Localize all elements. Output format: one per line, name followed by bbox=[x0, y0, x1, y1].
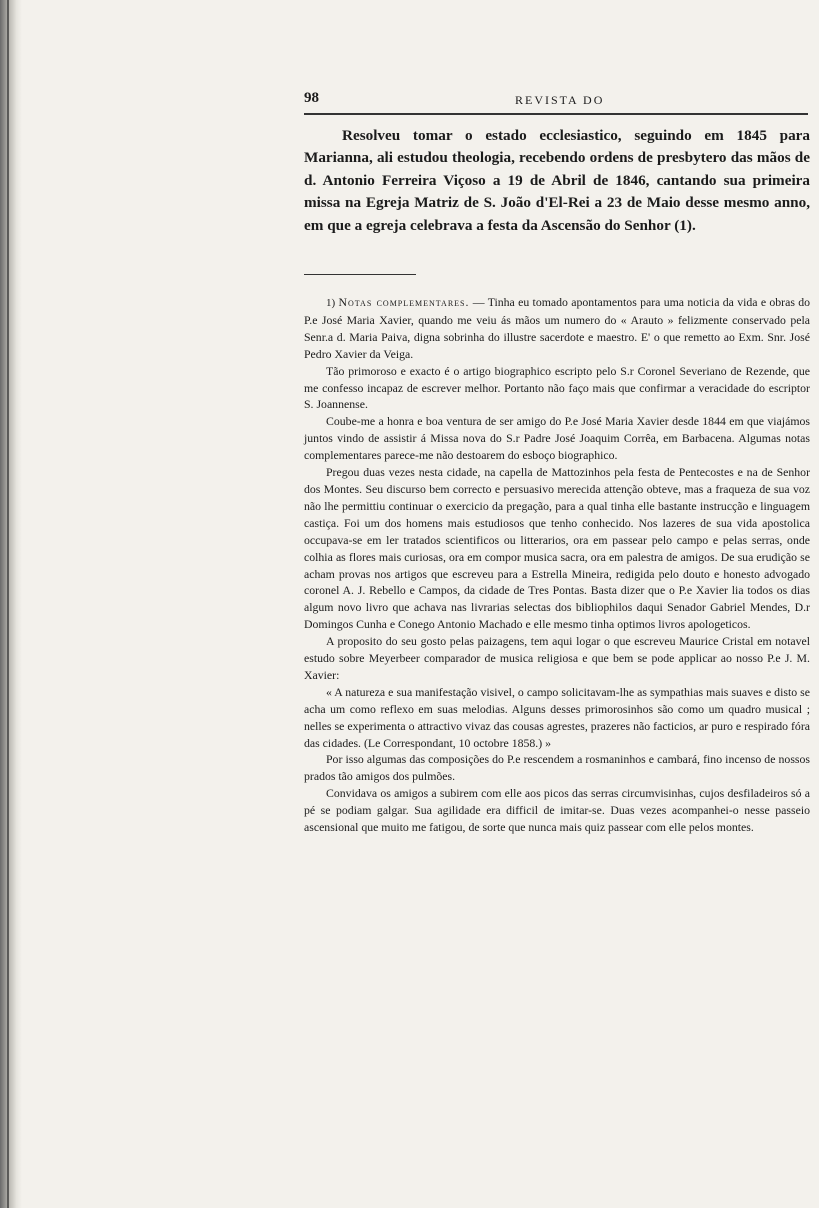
footnote-paragraph: Por isso algumas das composições do P.e rescendem a rosmaninhos e cambará, fino incenso de nossos prados tão amigos dos pulmões. bbox=[304, 752, 810, 784]
footnotes bbox=[304, 294, 810, 836]
footnote-paragraph: Tão primoroso e exacto é o artigo biographico escripto pelo S.r Coronel Severiano de Rezende, que me confesso incapaz de escrever melhor. Portanto não faço mais que confirmar a veracidade do escriptor S. Joannense. bbox=[304, 363, 810, 412]
footnote-paragraph: « A natureza e sua manifestação visivel, o campo solicitavam-lhe as sympathias mais suaves e disto se acha um como reflexo em suas melodias. Alguns desses primorosinhos são como um quadro musical ; nelles se experimenta o attractivo vivaz das cousas agrestes, prazeres não facticios, ar puro e respirado fóra das cidades. (Le Correspondant, 10 octobre 1858.) » bbox=[304, 684, 810, 750]
footnote-heading: Notas complementares. bbox=[338, 295, 470, 309]
main-paragraph: Resolveu tomar o estado ecclesiastico, seguindo em 1845 para Marianna, ali estudou theologia, recebendo ordens de presbytero das mãos de d. Antonio Ferreira Viçoso a 19 de Abril de 1846, cantando sua primeira missa na Egreja Matriz de S. João d'El-Rei a 23 de Maio desse mesmo anno, em que a egreja celebrava a festa da Ascensão do Senhor (1). bbox=[304, 127, 810, 234]
footnote-paragraph: Coube-me a honra e boa ventura de ser amigo do P.e José Maria Xavier desde 1844 em que viajámos juntos vindo de assistir á Missa nova do S.r Padre José Joaquim Corrêa, em Barbacena. Algumas notas complementares parece-me não destoarem do esboço biographico. bbox=[304, 414, 810, 463]
running-head: REVISTA DO bbox=[515, 93, 605, 107]
footnote-paragraph: Pregou duas vezes nesta cidade, na capella de Mattozinhos pela festa de Pentecostes e na de Senhor dos Montes. Seu discurso bem correcto e persuasivo merecida attenção obteve, mas a fraqueza de sua voz não lhe permittiu continuar o exercicio da pregação, para a qual tinha elle bastante instrucção e linguagem castiça. Foi um dos homens mais estudiosos que tenho conhecido. Nos lazeres de sua vida apostolica occupava-se em ler tratados scientificos ou litterarios, ora em passear pelo campo e pelas serras, onde colhia as flores mais curiosas, ora em compor musica sacra, ora em palestra de amigos. De sua erudição se acham provas nos artigos que escreveu para a Estrella Mineira, redigida pelo douto e honesto advogado coronel A. J. Rebello e Campos, da cidade de Tres Pontas. Basta dizer que o P.e Xavier lia todos os dias algum novo livro que achava nas livrarias selectas dos bibliophilos daqui Senador Gabriel Mendes, D.r Domingos Cunha e Conego Antonio Machado e elle mesmo tinha optimos livros apologeticos. bbox=[304, 465, 810, 632]
footnote-paragraph: A proposito do seu gosto pelas paizagens, tem aqui logar o que escreveu Maurice Cristal em notavel estudo sobre Meyerbeer comparador de musica religiosa e que bem se pode applicar ao nosso P.e J. M. Xavier: bbox=[304, 634, 810, 682]
footnote-text: — Tinha eu tomado apontamentos para uma noticia da vida e obras do P.e José Maria Xavier, quando me veiu ás mãos um numero do « Arauto » felizmente conservado pela Senr.a d. Maria Paiva, digna sobrinha do illustre sacerdote e maestro. E' o que remetto ao Exm. Snr. José Pedro Xavier da Veiga. bbox=[304, 295, 811, 361]
footnote-number: 1) bbox=[326, 297, 336, 309]
footnote-paragraph bbox=[304, 294, 810, 363]
page-number: 98 bbox=[304, 90, 319, 106]
book-gutter-edge bbox=[0, 0, 22, 1208]
footnote-separator bbox=[304, 274, 416, 275]
main-text bbox=[304, 125, 810, 237]
header-rule bbox=[304, 113, 808, 115]
binding-line bbox=[7, 0, 9, 1208]
footnote-paragraph: Convidava os amigos a subirem com elle aos picos das serras circumvisinhas, cujos desfiladeiros só a pé se podiam galgar. Sua agilidade era difficil de imitar-se. Duas vezes acompanhei-o nesse passeio ascensional que muito me fatigou, de sorte que nunca mais quiz passear com elle pelos montes. bbox=[304, 786, 810, 835]
